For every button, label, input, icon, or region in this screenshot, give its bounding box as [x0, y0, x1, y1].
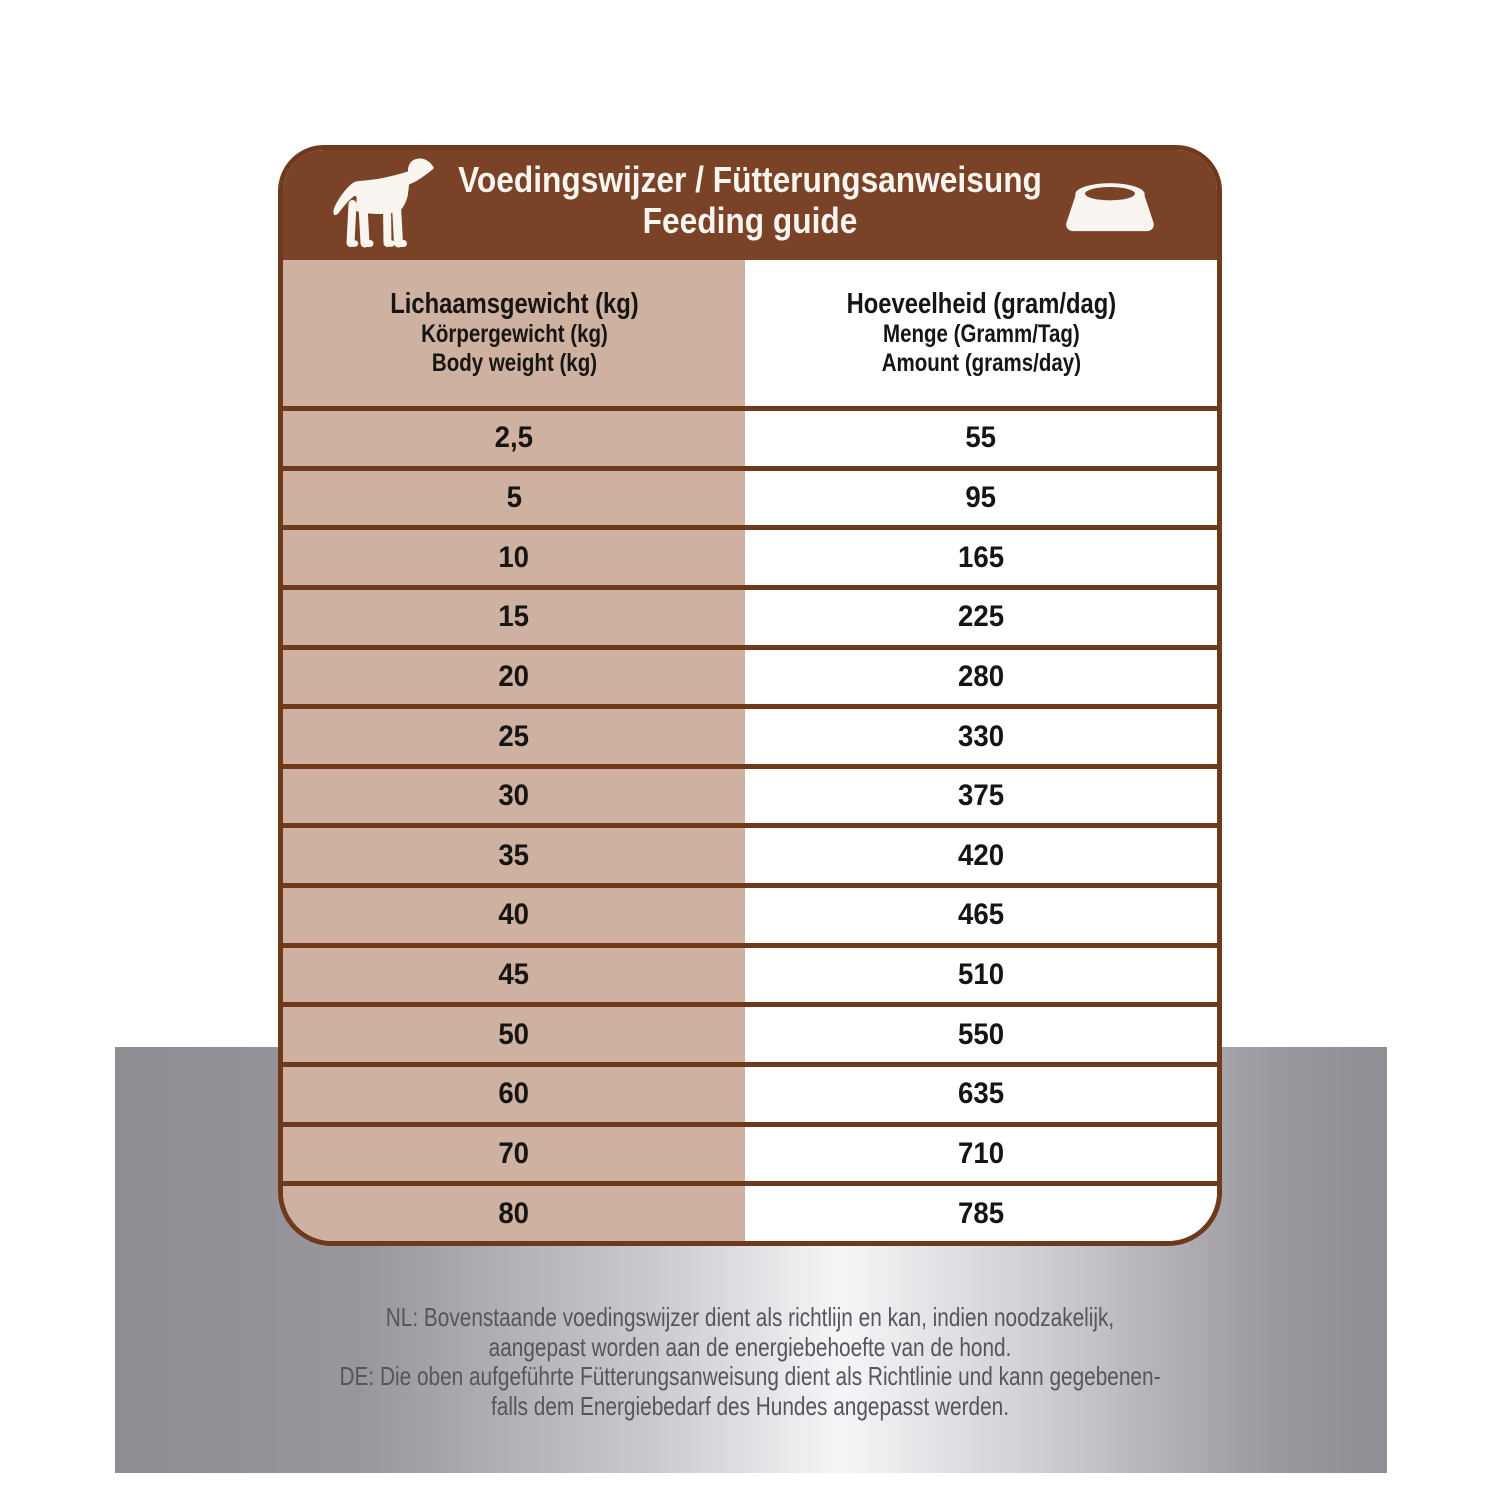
weight-cell [283, 411, 745, 466]
weight-header-en: Body weight (kg) [431, 349, 597, 377]
weight-cell [283, 888, 745, 943]
footer-line-4: falls dem Energiebedarf des Hundes angepasst werden. [490, 1390, 1009, 1421]
table-row [283, 1002, 1217, 1062]
amount-cell [745, 590, 1217, 645]
weight-cell [283, 1067, 745, 1122]
weight-cell [283, 709, 745, 764]
table-column-headers [283, 260, 1217, 406]
amount-cell [745, 828, 1217, 883]
amount-column-header [745, 260, 1217, 406]
amount-cell [745, 650, 1217, 705]
weight-cell [283, 471, 745, 526]
amount-value: 165 [957, 540, 1005, 574]
amount-cell [745, 1127, 1217, 1182]
table-row [283, 466, 1217, 526]
weight-cell [283, 1007, 745, 1062]
weight-cell [283, 1186, 745, 1241]
weight-value: 35 [498, 838, 530, 872]
amount-value: 55 [965, 421, 997, 455]
card-title-block [339, 159, 1161, 241]
table-row [283, 406, 1217, 466]
amount-cell [745, 769, 1217, 824]
weight-value: 2,5 [494, 421, 534, 455]
weight-value: 25 [498, 719, 530, 753]
footer-line-3: DE: Die oben aufgeführte Fütterungsanweisung dient als Richtlinie und kann gegebenen- [339, 1361, 1161, 1391]
table-row [283, 704, 1217, 764]
amount-value: 95 [965, 480, 997, 514]
amount-cell [745, 471, 1217, 526]
weight-column-header [283, 260, 745, 406]
card-title: Voedingswijzer / Fütterungsanweisung [458, 159, 1042, 200]
amount-cell [745, 1007, 1217, 1062]
footer-note [150, 1303, 1350, 1421]
amount-value: 710 [957, 1137, 1005, 1170]
table-row [283, 883, 1217, 943]
card-header [283, 150, 1217, 260]
footer-line-2: aangepast worden aan de energiebehoefte van de hond. [488, 1331, 1012, 1362]
table-body [283, 406, 1217, 1241]
amount-value: 225 [957, 600, 1005, 634]
table-row [283, 764, 1217, 824]
weight-value: 50 [498, 1017, 530, 1051]
weight-header-de: Körpergewicht (kg) [420, 320, 608, 348]
amount-cell [745, 411, 1217, 466]
weight-value: 40 [498, 898, 530, 932]
amount-value: 330 [957, 719, 1005, 753]
weight-value: 20 [498, 659, 530, 693]
weight-header-nl: Lichaamsgewicht (kg) [389, 288, 639, 320]
table-row [283, 645, 1217, 705]
amount-cell [745, 888, 1217, 943]
amount-cell [745, 1186, 1217, 1241]
weight-value: 15 [498, 600, 530, 634]
weight-cell [283, 1127, 745, 1182]
weight-cell [283, 530, 745, 585]
footer-line-1: NL: Bovenstaande voedingswijzer dient als richtlijn en kan, indien noodzakelijk, [385, 1302, 1115, 1332]
weight-cell [283, 948, 745, 1003]
amount-value: 465 [957, 898, 1005, 932]
weight-value: 70 [498, 1137, 530, 1170]
weight-cell [283, 590, 745, 645]
weight-value: 45 [498, 958, 530, 992]
table-row [283, 823, 1217, 883]
table-row [283, 943, 1217, 1003]
amount-header-de: Menge (Gramm/Tag) [882, 320, 1080, 348]
amount-value: 785 [957, 1196, 1005, 1230]
dog-bowl-icon [1063, 180, 1157, 241]
weight-cell [283, 769, 745, 824]
weight-value: 10 [498, 540, 530, 574]
weight-cell [283, 828, 745, 883]
amount-cell [745, 1067, 1217, 1122]
table-row [283, 1062, 1217, 1122]
weight-value: 5 [506, 480, 522, 514]
amount-value: 420 [957, 838, 1005, 872]
weight-value: 30 [498, 779, 530, 813]
amount-header-en: Amount (grams/day) [881, 349, 1081, 377]
weight-value: 80 [498, 1196, 530, 1230]
table-row [283, 1122, 1217, 1182]
card-subtitle: Feeding guide [642, 200, 858, 241]
feeding-guide-card [278, 145, 1222, 1246]
weight-value: 60 [498, 1077, 530, 1111]
amount-cell [745, 530, 1217, 585]
table-row [283, 525, 1217, 585]
amount-header-nl: Hoeveelheid (gram/dag) [846, 288, 1116, 320]
amount-cell [745, 709, 1217, 764]
table-row [283, 585, 1217, 645]
amount-value: 280 [957, 659, 1005, 693]
amount-cell [745, 948, 1217, 1003]
amount-value: 550 [957, 1017, 1005, 1051]
amount-value: 375 [957, 779, 1005, 813]
amount-value: 510 [957, 958, 1005, 992]
amount-value: 635 [957, 1077, 1005, 1111]
weight-cell [283, 650, 745, 705]
table-row [283, 1181, 1217, 1241]
